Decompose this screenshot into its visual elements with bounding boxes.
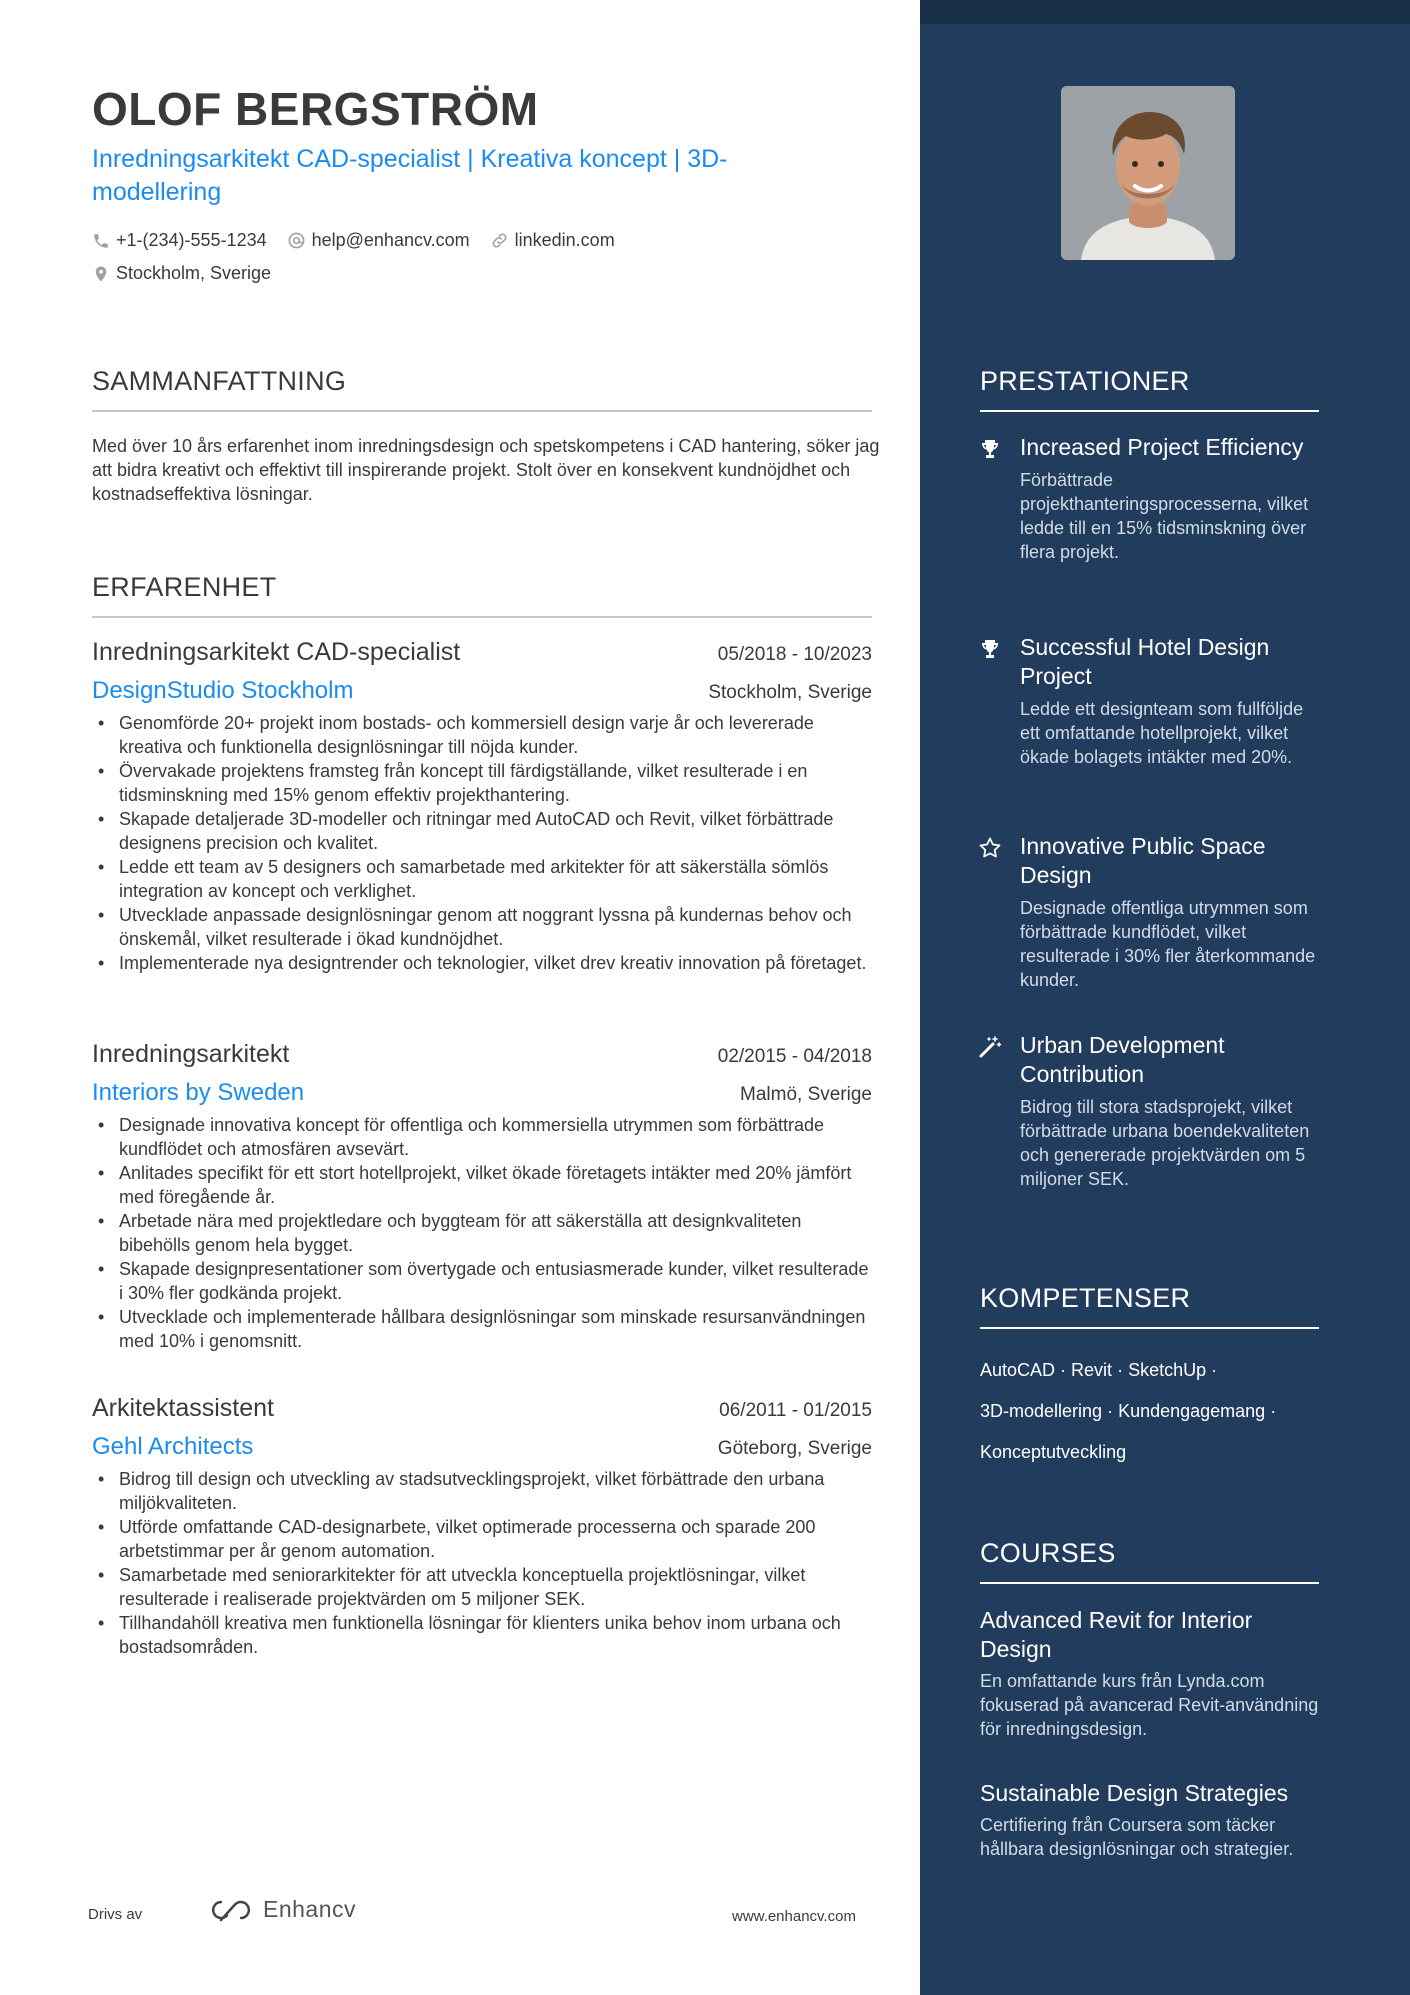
- phone-text: +1-(234)-555-1234: [116, 230, 267, 250]
- candidate-name: OLOF BERGSTRÖM: [92, 83, 539, 135]
- contact-linkedin[interactable]: [490, 230, 615, 251]
- course-desc: En omfattande kurs från Lynda.com fokuserad på avancerad Revit-användning för inredningsdesign.: [980, 1671, 1319, 1739]
- achievements-title: PRESTATIONER: [980, 366, 1319, 412]
- skills-title: KOMPETENSER: [980, 1283, 1319, 1329]
- enhancv-brand: Enhancv: [263, 1896, 357, 1922]
- skill-item: AutoCAD: [980, 1360, 1056, 1380]
- achievement-desc: Ledde ett designteam som fullföljde ett omfattande hotellprojekt, vilket ökade bolagets intäkter med 20%.: [1020, 699, 1304, 767]
- job-title: Inredningsarkitekt: [92, 1040, 290, 1068]
- job-bullet: • Tillhandahöll kreativa men funktionella lösningar för klienters unika behov inom urbana och bostadsområden.: [92, 1611, 872, 1659]
- course-title: Advanced Revit for Interior Design: [980, 1607, 1253, 1662]
- job-bullet: • Bidrog till design och utveckling av stadsutvecklingsprojekt, vilket förbättrade den urbana miljökvaliteten.: [92, 1467, 872, 1515]
- enhancv-logo[interactable]: [207, 1896, 356, 1923]
- location-text: Stockholm, Sverige: [116, 263, 272, 283]
- skill-item: Revit: [1071, 1360, 1113, 1380]
- achievement-desc: Förbättrade projekthanteringsprocesserna, vilket ledde till en 15% tidsminskning över flera projekt.: [1020, 470, 1309, 562]
- at-icon: [287, 231, 306, 250]
- contact-row-2: [92, 263, 291, 284]
- job-bullet: • Utvecklade anpassade designlösningar genom att noggrant lyssna på kundernas behov och önskemål, vilket resulterade i ökad kundnöjdhet.: [92, 903, 872, 951]
- job-dates: 06/2011 - 01/2015: [719, 1400, 872, 1421]
- job-location: Göteborg, Sverige: [717, 1438, 872, 1459]
- phone-icon: [92, 232, 110, 250]
- job-bullet: • Anlitades specifikt för ett stort hotellprojekt, vilket ökade företagets intäkter med 20% jämfört med föregående år.: [92, 1161, 872, 1209]
- avatar: [1061, 86, 1235, 260]
- course-item: [980, 1779, 1320, 1861]
- powered-by-label: Drivs av: [88, 1906, 143, 1923]
- experience-title: ERFARENHET: [92, 572, 872, 618]
- job-bullet: • Implementerade nya designtrender och teknologier, vilket drev kreativ innovation på företaget.: [92, 951, 872, 975]
- job-bullet: • Designade innovativa koncept för offentliga och kommersiella utrymmen som förbättrade kundflödet och atmosfären avsevärt.: [92, 1113, 872, 1161]
- job-bullet: • Övervakade projektens framsteg från koncept till färdigställande, vilket resulterade i en tidsminskning med 15% genom effektiv projekthantering.: [92, 759, 872, 807]
- skill-item: Konceptutveckling: [980, 1442, 1127, 1462]
- job-location: Stockholm, Sverige: [708, 682, 872, 703]
- footer-url[interactable]: www.enhancv.com: [732, 1908, 856, 1925]
- job-company[interactable]: DesignStudio Stockholm: [92, 677, 354, 704]
- job-bullets: [92, 1113, 872, 1353]
- achievement-item: [978, 633, 1318, 769]
- sidebar-top-bar: [920, 0, 1410, 24]
- trophy-icon: [978, 637, 1002, 661]
- skill-item: 3D-modellering: [980, 1401, 1103, 1421]
- job-entry: [92, 1040, 872, 1353]
- achievement-title: Increased Project Efficiency: [1020, 434, 1304, 460]
- achievement-desc: Designade offentliga utrymmen som förbättrade kundflödet, vilket resulterade i 30% fler återkommande kunder.: [1020, 898, 1316, 990]
- job-bullet: • Arbetade nära med projektledare och byggteam för att säkerställa att designkvaliteten bibehölls genom hela bygget.: [92, 1209, 872, 1257]
- contact-row-1: [92, 230, 635, 251]
- job-company[interactable]: Gehl Architects: [92, 1433, 254, 1460]
- job-bullet: • Genomförde 20+ projekt inom bostads- och kommersiell design varje år och levererade kreativa och funktionella designlösningar till nöjda kunder.: [92, 711, 872, 759]
- achievement-title: Successful Hotel Design Project: [1020, 634, 1270, 689]
- job-bullet: • Utvecklade och implementerade hållbara designlösningar som minskade resursanvändningen med 10% i genomsnitt.: [92, 1305, 872, 1353]
- courses-title: COURSES: [980, 1538, 1319, 1584]
- achievement-item: [978, 433, 1318, 564]
- contact-location: [92, 263, 271, 284]
- achievement-item: [978, 1031, 1318, 1191]
- achievement-title: Urban Development Contribution: [1020, 1032, 1225, 1087]
- trophy-icon: [978, 437, 1002, 461]
- course-title: Sustainable Design Strategies: [980, 1780, 1289, 1806]
- course-desc: Certifiering från Coursera som täcker hållbara designlösningar och strategier.: [980, 1815, 1294, 1859]
- job-dates: 05/2018 - 10/2023: [717, 644, 872, 665]
- job-location: Malmö, Sverige: [740, 1084, 872, 1105]
- candidate-headline: Inredningsarkitekt CAD-specialist | Kreativa koncept | 3D-modellering: [92, 145, 728, 206]
- location-pin-icon: [92, 264, 110, 284]
- profile-photo: [1061, 86, 1235, 260]
- summary-text: Med över 10 års erfarenhet inom inredningsdesign och spetskompetens i CAD hantering, söker jag att bidra kreativt och effektivt till inspirerande projekt. Stolt över en konsekvent kundnöjdhet och kostnadseffektiva lösningar.: [92, 436, 880, 504]
- skill-item: Kundengagemang: [1118, 1401, 1266, 1421]
- job-bullet: • Skapade designpresentationer som övertygade och entusiasmerade kunder, vilket resulterade i 30% fler godkända projekt.: [92, 1257, 872, 1305]
- job-bullet: • Samarbetade med seniorarkitekter för att utveckla konceptuella projektlösningar, vilket resulterade i realiserade projektvärden om 5 miljoner SEK.: [92, 1563, 872, 1611]
- job-dates: 02/2015 - 04/2018: [717, 1046, 872, 1067]
- skills-list: AutoCAD · Revit · SketchUp · 3D-modellering · Kundengagemang · Konceptutveckling: [980, 1360, 1277, 1462]
- job-entry: [92, 1394, 872, 1659]
- job-title: Arkitektassistent: [92, 1394, 275, 1422]
- linkedin-text: linkedin.com: [514, 230, 615, 250]
- job-bullet: • Ledde ett team av 5 designers och samarbetade med arkitekter för att säkerställa sömlös integration av koncept och verklighet.: [92, 855, 872, 903]
- job-bullet: • Skapade detaljerade 3D-modeller och ritningar med AutoCAD och Revit, vilket förbättrade designens precision och kvalitet.: [92, 807, 872, 855]
- skill-item: SketchUp: [1128, 1360, 1207, 1380]
- achievement-desc: Bidrog till stora stadsprojekt, vilket förbättrade urbana boendekvaliteten och genererade projektvärden om 5 miljoner SEK.: [1020, 1097, 1310, 1189]
- magic-wand-icon: [978, 1035, 1002, 1059]
- email-text: help@enhancv.com: [311, 230, 470, 250]
- job-title: Inredningsarkitekt CAD-specialist: [92, 638, 461, 666]
- job-bullets: [92, 1467, 872, 1659]
- job-bullets: [92, 711, 872, 975]
- enhancv-logo-icon: [207, 1898, 255, 1922]
- contact-phone[interactable]: [92, 230, 267, 251]
- link-icon: [490, 231, 509, 250]
- star-icon: [978, 836, 1002, 860]
- achievement-title: Innovative Public Space Design: [1020, 833, 1266, 888]
- job-company[interactable]: Interiors by Sweden: [92, 1079, 305, 1106]
- course-item: [980, 1606, 1320, 1741]
- achievement-item: [978, 832, 1318, 992]
- contact-email[interactable]: [287, 230, 470, 251]
- job-entry: [92, 638, 872, 975]
- job-bullet: • Utförde omfattande CAD-designarbete, vilket optimerade processerna och sparade 200 arbetstimmar per år genom automation.: [92, 1515, 872, 1563]
- summary-title: SAMMANFATTNING: [92, 366, 872, 412]
